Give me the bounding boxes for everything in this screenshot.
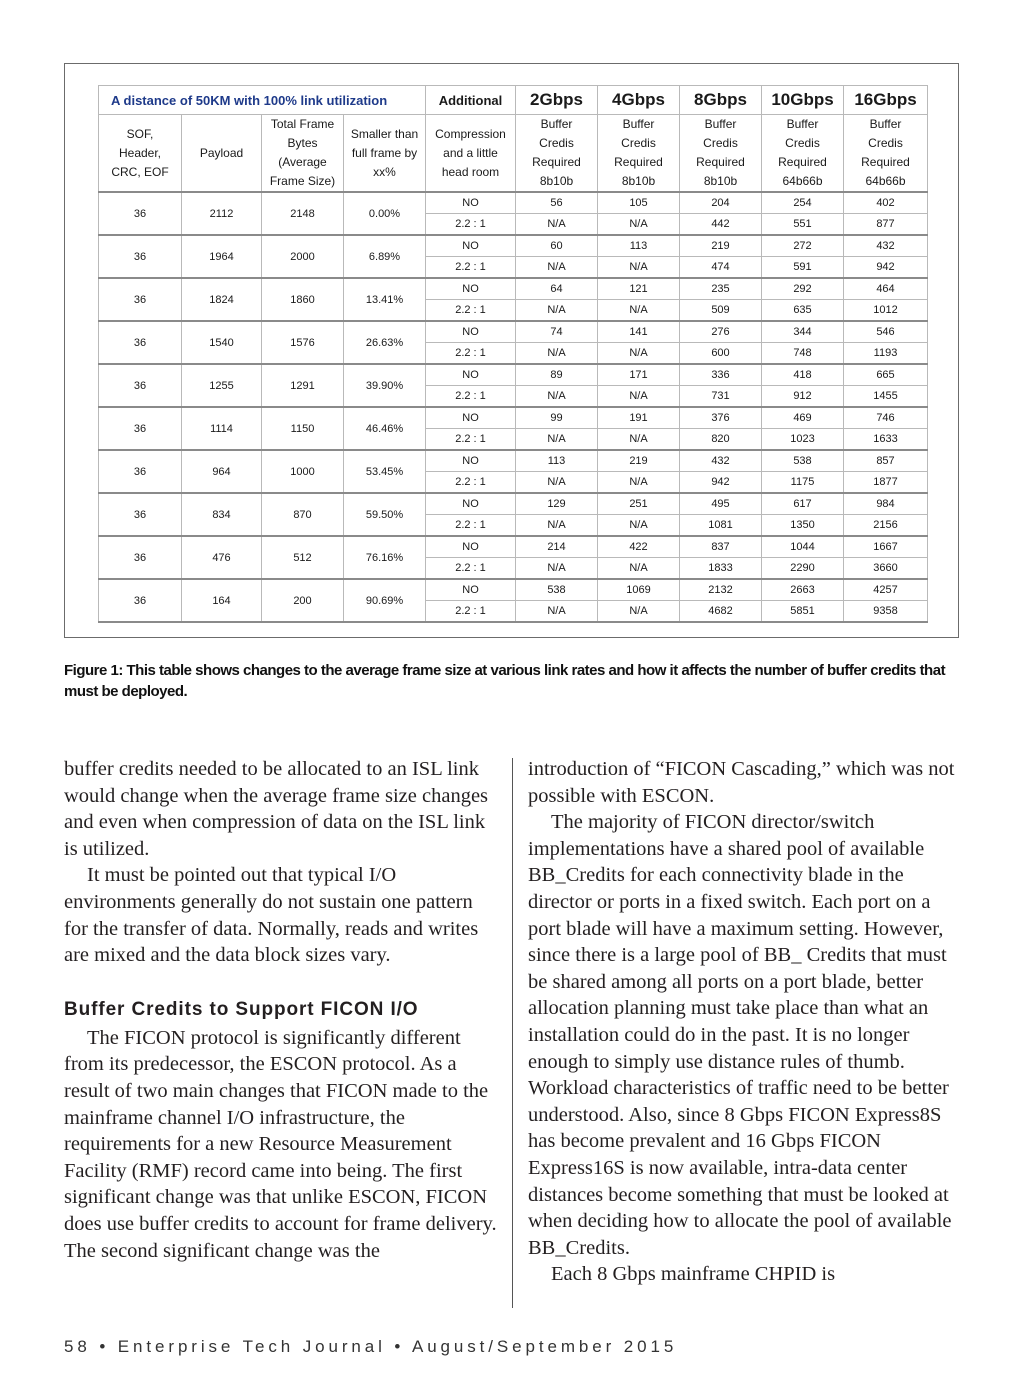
cell-credits: 877 [844,214,928,236]
cell-credits: 1193 [844,343,928,365]
subheader-line: Credis [785,136,820,150]
rate-header-4g: 4Gbps [598,86,680,115]
table-row [99,321,928,343]
paragraph: introduction of “FICON Cascading,” which was not possible with ESCON. [528,758,955,807]
column-subheader [344,115,426,193]
cell-credits: 276 [680,321,762,343]
cell-credits: 141 [598,321,680,343]
cell-payload: 1964 [182,235,262,278]
cell-sof: 36 [99,321,182,364]
cell-credits: N/A [516,386,598,408]
additional-header: Additional [426,86,516,115]
cell-compression: NO [426,321,516,343]
cell-credits: 1175 [762,472,844,494]
cell-credits: 5851 [762,601,844,623]
cell-credits: 1877 [844,472,928,494]
cell-credits: 546 [844,321,928,343]
cell-sof: 36 [99,364,182,407]
buffer-credits-table [98,85,928,623]
cell-credits: 746 [844,407,928,429]
cell-credits: 635 [762,300,844,322]
cell-credits: 442 [680,214,762,236]
cell-compression: NO [426,235,516,257]
cell-smaller: 13.41% [344,278,426,321]
cell-credits: N/A [516,300,598,322]
page-footer: 58 • Enterprise Tech Journal • August/September 2015 [64,1337,678,1356]
cell-credits: N/A [598,558,680,580]
subheader-line: xx% [373,164,396,179]
cell-credits: 1023 [762,429,844,451]
subheader-line: CRC, EOF [111,164,169,179]
cell-sof: 36 [99,536,182,579]
subheader-line: Required [861,155,910,169]
cell-credits: N/A [598,257,680,279]
cell-total: 1150 [262,407,344,450]
cell-credits: N/A [598,472,680,494]
cell-smaller: 90.69% [344,579,426,622]
cell-credits: N/A [598,300,680,322]
cell-total: 870 [262,493,344,536]
cell-compression: 2.2 : 1 [426,257,516,279]
cell-compression: 2.2 : 1 [426,429,516,451]
cell-compression: NO [426,450,516,472]
subheader-line: 8b10b [703,174,738,188]
cell-credits: 1633 [844,429,928,451]
cell-sof: 36 [99,450,182,493]
cell-sof: 36 [99,278,182,321]
cell-credits: 2132 [680,579,762,601]
subheader-line: head room [441,164,500,179]
cell-credits: 2156 [844,515,928,537]
subheader-line: Buffer [622,117,655,131]
cell-total: 2148 [262,192,344,235]
cell-credits: N/A [516,429,598,451]
cell-credits: 432 [680,450,762,472]
table-row [99,364,928,386]
cell-credits: 469 [762,407,844,429]
cell-credits: 56 [516,192,598,214]
cell-credits: 113 [598,235,680,257]
cell-compression: NO [426,407,516,429]
cell-credits: 272 [762,235,844,257]
cell-credits: 2663 [762,579,844,601]
section-heading: Buffer Credits to Support FICON I/O [64,998,419,1020]
subheader-line: SOF, [126,126,154,141]
cell-compression: 2.2 : 1 [426,472,516,494]
cell-smaller: 26.63% [344,321,426,364]
table-row [99,192,928,214]
cell-compression: 2.2 : 1 [426,300,516,322]
cell-sof: 36 [99,493,182,536]
cell-credits: 9358 [844,601,928,623]
subheader-line: 64b66b [782,174,823,188]
paragraph: Each 8 Gbps mainframe CHPID is [551,1263,836,1286]
cell-credits: N/A [516,257,598,279]
cell-sof: 36 [99,579,182,622]
cell-credits: 344 [762,321,844,343]
figure-caption: Figure 1: This table shows changes to the average frame size at various link rates and how it affects the number of buffer credits that must be deployed. [64,662,946,700]
cell-smaller: 53.45% [344,450,426,493]
subheader-line: Buffer [540,117,573,131]
paragraph: It must be pointed out that typical I/O environments generally do not sustain one pattern for the transfer of data. Normally, reads and writes are mixed and the data block sizes vary. [64,864,479,967]
article-column-left [64,756,500,1264]
paragraph: buffer credits needed to be allocated to an ISL link would change when the average frame size changes and even when compression of data on the ISL link is utilized. [64,758,489,860]
cell-credits: 591 [762,257,844,279]
cell-credits: N/A [598,515,680,537]
cell-sof: 36 [99,192,182,235]
cell-credits: 837 [680,536,762,558]
cell-smaller: 0.00% [344,192,426,235]
cell-smaller: 39.90% [344,364,426,407]
cell-credits: 418 [762,364,844,386]
cell-credits: 204 [680,192,762,214]
cell-credits: 538 [762,450,844,472]
cell-compression: 2.2 : 1 [426,343,516,365]
cell-credits: N/A [516,343,598,365]
cell-credits: 1833 [680,558,762,580]
cell-sof: 36 [99,235,182,278]
cell-credits: 4257 [844,579,928,601]
cell-total: 1291 [262,364,344,407]
cell-total: 1000 [262,450,344,493]
cell-compression: NO [426,579,516,601]
cell-credits: 219 [598,450,680,472]
cell-credits: 336 [680,364,762,386]
subheader-line: Required [614,155,663,169]
cell-credits: 219 [680,235,762,257]
cell-credits: 984 [844,493,928,515]
subheader-line: Total Frame [270,117,335,131]
rate-header-16g: 16Gbps [844,86,928,115]
cell-credits: N/A [516,558,598,580]
cell-credits: 89 [516,364,598,386]
table-body [99,192,928,622]
subheader-line: Header, [118,145,162,160]
table-row [99,278,928,300]
cell-credits: 1081 [680,515,762,537]
cell-total: 1860 [262,278,344,321]
cell-compression: NO [426,278,516,300]
cell-credits: N/A [516,472,598,494]
cell-credits: N/A [598,214,680,236]
subheader-line: Credis [539,136,574,150]
column-divider [512,758,513,1308]
cell-credits: 600 [680,343,762,365]
cell-total: 200 [262,579,344,622]
cell-credits: 64 [516,278,598,300]
cell-compression: 2.2 : 1 [426,558,516,580]
cell-credits: 432 [844,235,928,257]
cell-credits: 402 [844,192,928,214]
cell-credits: 191 [598,407,680,429]
cell-credits: 665 [844,364,928,386]
cell-credits: N/A [516,214,598,236]
column-subheader [598,115,680,193]
cell-credits: 1350 [762,515,844,537]
column-subheader [262,115,344,193]
cell-credits: 538 [516,579,598,601]
cell-credits: 748 [762,343,844,365]
cell-payload: 1255 [182,364,262,407]
subheader-line: 64b66b [865,174,906,188]
cell-credits: 129 [516,493,598,515]
subheader-line: Credis [621,136,656,150]
table-subheader-row [99,115,928,193]
paragraph: The majority of FICON director/switch implementations have a shared pool of available BB_Credits for each connectivity blade in the director or ports in a fixed switch. Each port on a port blade will have a maximum setting. However, since there is a large pool of BB_ Credits that must be shared among all ports on a port blade, better allocation planning must take place than what an installation could do in the past. It is no longer enough to simply use distance rules of thumb. Workload characteristics of traffic need to be better understood. Also, since 8 Gbps FICON Express8S has become prevalent and 16 Gbps FICON Express16S is now available, intra-data center distances become something that must be looked at when deciding how to allocate the pool of available BB_Credits. [528,811,952,1259]
cell-credits: 509 [680,300,762,322]
cell-credits: 617 [762,493,844,515]
cell-smaller: 76.16% [344,536,426,579]
cell-payload: 1114 [182,407,262,450]
table-row [99,579,928,601]
cell-credits: 235 [680,278,762,300]
cell-payload: 164 [182,579,262,622]
cell-payload: 1824 [182,278,262,321]
column-subheader [516,115,598,193]
cell-credits: N/A [516,515,598,537]
cell-credits: 474 [680,257,762,279]
subheader-line: Required [532,155,581,169]
cell-compression: 2.2 : 1 [426,386,516,408]
cell-credits: 99 [516,407,598,429]
cell-credits: 422 [598,536,680,558]
table-row [99,450,928,472]
cell-compression: 2.2 : 1 [426,214,516,236]
rate-header-2g: 2Gbps [516,86,598,115]
cell-credits: 912 [762,386,844,408]
cell-credits: 495 [680,493,762,515]
cell-compression: NO [426,364,516,386]
subheader-line: Required [778,155,827,169]
table-row [99,407,928,429]
table-row [99,536,928,558]
subheader-line: Compression [435,126,506,141]
cell-credits: N/A [598,386,680,408]
cell-payload: 1540 [182,321,262,364]
rate-header-10g: 10Gbps [762,86,844,115]
subheader-line: Buffer [869,117,902,131]
cell-credits: 3660 [844,558,928,580]
cell-credits: 214 [516,536,598,558]
subheader-line: and a little [443,145,498,160]
cell-credits: 1044 [762,536,844,558]
column-subheader [99,115,182,193]
cell-credits: 1455 [844,386,928,408]
paragraph: The FICON protocol is significantly different from its predecessor, the ESCON protocol. As a result of two main changes that FICON made to the mainframe channel I/O infrastructure, the requirements for a new Resource Measurement Facility (RMF) record came into being. The first significant change was that unlike ESCON, FICON does use buffer credits to account for frame delivery. The second significant change was the [64,1026,497,1262]
cell-credits: 551 [762,214,844,236]
cell-compression: NO [426,493,516,515]
cell-compression: NO [426,192,516,214]
cell-total: 2000 [262,235,344,278]
cell-smaller: 6.89% [344,235,426,278]
table-row [99,493,928,515]
cell-credits: N/A [598,343,680,365]
cell-credits: N/A [598,601,680,623]
cell-credits: N/A [516,601,598,623]
subheader-line: Bytes [287,136,318,150]
cell-credits: N/A [598,429,680,451]
cell-payload: 834 [182,493,262,536]
subheader-line: Credis [868,136,903,150]
subheader-line: Required [696,155,745,169]
cell-credits: 1012 [844,300,928,322]
cell-total: 1576 [262,321,344,364]
cell-credits: 105 [598,192,680,214]
subheader-line: Payload [199,145,244,160]
cell-credits: 820 [680,429,762,451]
column-subheader [680,115,762,193]
cell-payload: 964 [182,450,262,493]
cell-payload: 2112 [182,192,262,235]
subheader-line: Smaller than [350,126,419,141]
cell-credits: 731 [680,386,762,408]
cell-credits: 254 [762,192,844,214]
cell-credits: 251 [598,493,680,515]
column-subheader [762,115,844,193]
cell-credits: 171 [598,364,680,386]
cell-credits: 292 [762,278,844,300]
cell-compression: 2.2 : 1 [426,515,516,537]
table-title-row [99,86,928,115]
column-subheader [426,115,516,193]
subheader-line: (Average [278,155,327,169]
cell-payload: 476 [182,536,262,579]
cell-total: 512 [262,536,344,579]
cell-credits: 464 [844,278,928,300]
column-subheader [844,115,928,193]
cell-smaller: 59.50% [344,493,426,536]
subheader-line: Buffer [704,117,737,131]
cell-credits: 113 [516,450,598,472]
cell-credits: 1069 [598,579,680,601]
cell-credits: 4682 [680,601,762,623]
cell-smaller: 46.46% [344,407,426,450]
cell-credits: 2290 [762,558,844,580]
cell-credits: 942 [844,257,928,279]
cell-compression: 2.2 : 1 [426,601,516,623]
table-title-visible: A distance of 50KM with 100% link utilization [99,86,426,115]
column-subheader [182,115,262,193]
cell-credits: 942 [680,472,762,494]
subheader-line: Buffer [786,117,819,131]
subheader-line: 8b10b [621,174,656,188]
cell-sof: 36 [99,407,182,450]
table-row [99,235,928,257]
cell-credits: 121 [598,278,680,300]
cell-compression: NO [426,536,516,558]
cell-credits: 1667 [844,536,928,558]
rate-header-8g: 8Gbps [680,86,762,115]
article-column-right [528,756,968,1288]
subheader-line: Frame Size) [269,174,336,188]
cell-credits: 376 [680,407,762,429]
subheader-line: Credis [703,136,738,150]
cell-credits: 857 [844,450,928,472]
subheader-line: full frame by [351,145,418,160]
subheader-line: 8b10b [539,174,574,188]
cell-credits: 60 [516,235,598,257]
cell-credits: 74 [516,321,598,343]
